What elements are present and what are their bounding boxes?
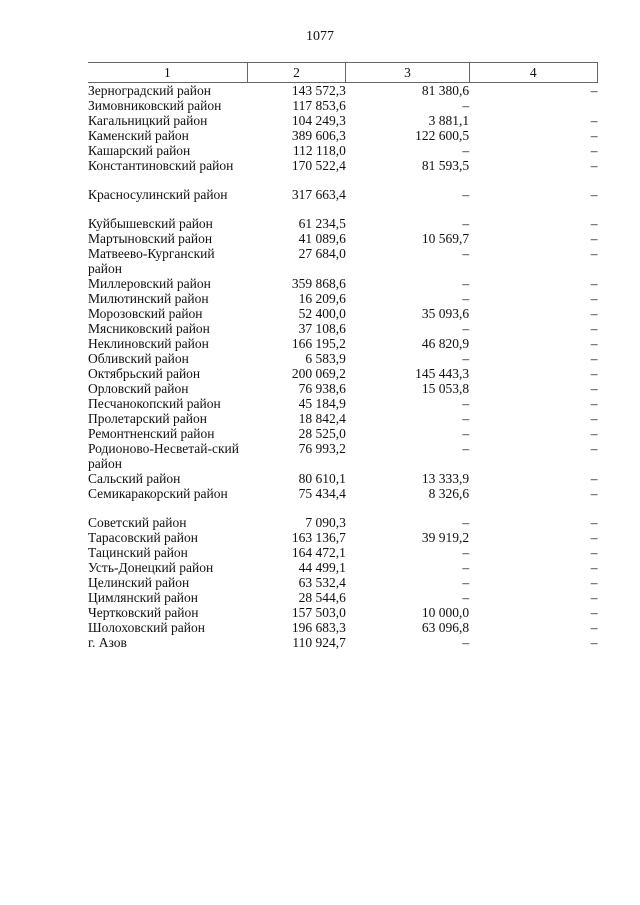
table-row (88, 471, 598, 486)
table-row (88, 530, 598, 545)
table-row (88, 620, 598, 635)
table-row (88, 351, 598, 366)
row-name-cell: Каменский район (88, 128, 189, 143)
row-col2-cell: 37 108,6 (298, 321, 346, 336)
row-col3-cell: – (462, 276, 470, 291)
row-name-cell: Матвеево-Курганский район (88, 246, 215, 276)
row-col4-cell: – (590, 486, 598, 501)
row-col2-cell: 6 583,9 (305, 351, 346, 366)
row-col4-cell: – (590, 291, 598, 306)
row-name-cell: Шолоховский район (88, 620, 205, 635)
row-name-cell: Ремонтненский район (88, 426, 215, 441)
row-col4-cell: – (590, 441, 598, 456)
row-name-cell: Тарасовский район (88, 530, 198, 545)
column-header-3: 3 (346, 63, 469, 83)
row-col2-cell: 200 069,2 (291, 366, 346, 381)
row-col3-cell: – (462, 98, 470, 113)
row-name-cell: Родионово-Несветай-ский район (88, 441, 240, 471)
row-col2-cell: 27 684,0 (298, 246, 346, 261)
row-name-cell: Морозовский район (88, 306, 203, 321)
row-col2-cell: 76 993,2 (298, 441, 346, 456)
row-col2-cell: 28 525,0 (298, 426, 346, 441)
row-name-cell: г. Азов (88, 635, 127, 650)
row-col3-cell: 46 820,9 (421, 336, 470, 351)
table-row (88, 605, 598, 620)
row-col3-cell: – (462, 545, 470, 560)
row-col4-cell: – (590, 128, 598, 143)
row-name-cell: Милютинский район (88, 291, 209, 306)
row-col4-cell: – (590, 231, 598, 246)
table-row (88, 83, 598, 99)
row-col4-cell: – (590, 83, 598, 98)
table-row (88, 143, 598, 158)
row-col4-cell: – (590, 187, 598, 202)
row-name-cell: Кагальницкий район (88, 113, 208, 128)
row-col2-cell: 52 400,0 (298, 306, 346, 321)
row-col2-cell: 41 089,6 (298, 231, 346, 246)
row-col2-cell: 76 938,6 (298, 381, 346, 396)
row-col4-cell: – (590, 321, 598, 336)
row-col2-cell: 196 683,3 (291, 620, 346, 635)
row-col2-cell: 104 249,3 (291, 113, 346, 128)
row-col4-cell: – (590, 143, 598, 158)
row-col4-cell: – (590, 351, 598, 366)
row-col3-cell: 10 000,0 (421, 605, 470, 620)
row-col4-cell: – (590, 426, 598, 441)
row-col3-cell: 15 053,8 (421, 381, 470, 396)
row-col2-cell: 389 606,3 (291, 128, 346, 143)
row-name-cell: Чертковский район (88, 605, 199, 620)
row-col4-cell: – (590, 246, 598, 261)
row-name-cell: Красносулинский район (88, 187, 228, 202)
row-col2-cell: 45 184,9 (298, 396, 346, 411)
row-col3-cell: 10 569,7 (421, 231, 470, 246)
column-header-2: 2 (247, 63, 346, 83)
table-row (88, 590, 598, 605)
table-row (88, 426, 598, 441)
row-col4-cell: – (590, 366, 598, 381)
table-row (88, 441, 598, 471)
row-col4-cell: – (590, 306, 598, 321)
table-row (88, 113, 598, 128)
table-row (88, 158, 598, 187)
table-row (88, 128, 598, 143)
row-col3-cell: 8 326,6 (428, 486, 470, 501)
row-col4-cell: – (590, 635, 598, 650)
table-row (88, 291, 598, 306)
row-col4-cell: – (590, 590, 598, 605)
row-col2-cell: 110 924,7 (292, 635, 346, 650)
row-col3-cell: 35 093,6 (421, 306, 470, 321)
row-col3-cell: – (462, 143, 470, 158)
table-row (88, 276, 598, 291)
row-col3-cell: – (462, 575, 470, 590)
row-name-cell: Неклиновский район (88, 336, 209, 351)
row-name-cell: Куйбышевский район (88, 216, 213, 231)
row-name-cell: Пролетарский район (88, 411, 207, 426)
row-col3-cell: – (462, 351, 470, 366)
row-col2-cell: 28 544,6 (298, 590, 346, 605)
row-col3-cell: – (462, 515, 470, 530)
table-row (88, 216, 598, 231)
row-col2-cell: 75 434,4 (298, 486, 346, 501)
row-col2-cell: 44 499,1 (298, 560, 346, 575)
row-col3-cell: – (462, 635, 470, 650)
table-row (88, 336, 598, 351)
row-col4-cell: – (590, 276, 598, 291)
row-col3-cell: 3 881,1 (428, 113, 470, 128)
row-col4-cell (469, 98, 597, 113)
row-col3-cell: 122 600,5 (415, 128, 470, 143)
column-header-4: 4 (469, 63, 597, 83)
row-col3-cell: 145 443,3 (415, 366, 470, 381)
row-col3-cell: – (462, 246, 470, 261)
row-col3-cell: 81 593,5 (421, 158, 470, 173)
table-row (88, 545, 598, 560)
row-col2-cell: 143 572,3 (291, 83, 346, 98)
row-name-cell: Усть-Донецкий район (88, 560, 214, 575)
row-col3-cell: – (462, 560, 470, 575)
row-col3-cell: 39 919,2 (421, 530, 470, 545)
table-row (88, 575, 598, 590)
table-row (88, 366, 598, 381)
row-col4-cell: – (590, 216, 598, 231)
table-row (88, 486, 598, 515)
row-col2-cell: 157 503,0 (291, 605, 346, 620)
row-col2-cell: 163 136,7 (291, 530, 346, 545)
row-col2-cell: 170 522,4 (291, 158, 346, 173)
row-col3-cell: – (462, 426, 470, 441)
row-col3-cell: – (462, 396, 470, 411)
row-col4-cell: – (590, 530, 598, 545)
row-col4-cell: – (590, 575, 598, 590)
row-col2-cell: 16 209,6 (298, 291, 346, 306)
table-row (88, 381, 598, 396)
table-row (88, 306, 598, 321)
table-row (88, 187, 598, 216)
row-name-cell: Зимовниковский район (88, 98, 222, 113)
row-col4-cell: – (590, 560, 598, 575)
table-row (88, 231, 598, 246)
row-col4-cell: – (590, 545, 598, 560)
table-row (88, 321, 598, 336)
row-name-cell: Обливский район (88, 351, 189, 366)
row-name-cell: Константиновский район (88, 158, 234, 173)
row-col3-cell: 13 333,9 (421, 471, 470, 486)
row-name-cell: Кашарский район (88, 143, 191, 158)
column-header-1: 1 (88, 63, 247, 83)
table-row (88, 411, 598, 426)
row-col4-cell: – (590, 411, 598, 426)
page-number: 1077 (306, 29, 334, 44)
row-name-cell: Орловский район (88, 381, 189, 396)
row-name-cell: Песчанокопский район (88, 396, 221, 411)
row-col3-cell: – (462, 216, 470, 231)
row-col3-cell: – (462, 590, 470, 605)
row-col4-cell: – (590, 620, 598, 635)
row-col2-cell: 18 842,4 (298, 411, 346, 426)
row-col4-cell: – (590, 396, 598, 411)
table-row (88, 635, 598, 650)
row-col2-cell: 80 610,1 (298, 471, 346, 486)
row-col2-cell: 7 090,3 (305, 515, 346, 530)
row-col4-cell: – (590, 605, 598, 620)
row-col4-cell: – (590, 515, 598, 530)
row-name-cell: Семикаракорский район (88, 486, 228, 501)
row-col3-cell: – (462, 321, 470, 336)
row-name-cell: Советский район (88, 515, 187, 530)
row-name-cell: Миллеровский район (88, 276, 211, 291)
row-name-cell: Сальский район (88, 471, 181, 486)
row-name-cell: Цимлянский район (88, 590, 199, 605)
row-col4-cell: – (590, 158, 598, 173)
table-row (88, 246, 598, 276)
row-col2-cell: 112 118,0 (292, 143, 346, 158)
table-header-row (88, 63, 598, 83)
row-name-cell: Мясниковский район (88, 321, 210, 336)
table-body (88, 83, 598, 651)
table-row (88, 560, 598, 575)
row-col3-cell: – (462, 187, 470, 202)
table-row (88, 98, 598, 113)
row-col3-cell: 81 380,6 (421, 83, 470, 98)
row-col2-cell: 317 663,4 (291, 187, 346, 202)
row-name-cell: Мартыновский район (88, 231, 213, 246)
budget-table (88, 62, 598, 650)
row-col4-cell: – (590, 113, 598, 128)
row-col2-cell: 359 868,6 (291, 276, 346, 291)
row-name-cell: Зерноградский район (88, 83, 211, 98)
row-col3-cell: 63 096,8 (421, 620, 470, 635)
row-col4-cell: – (590, 471, 598, 486)
row-col3-cell: – (462, 411, 470, 426)
row-col2-cell: 166 195,2 (291, 336, 346, 351)
row-col3-cell: – (462, 441, 470, 456)
row-col4-cell: – (590, 381, 598, 396)
row-col3-cell: – (462, 291, 470, 306)
row-col4-cell: – (590, 336, 598, 351)
table-row (88, 515, 598, 530)
row-col2-cell: 117 853,6 (292, 98, 346, 113)
row-col2-cell: 63 532,4 (298, 575, 346, 590)
row-col2-cell: 61 234,5 (298, 216, 346, 231)
row-name-cell: Октябрьский район (88, 366, 201, 381)
row-name-cell: Целинский район (88, 575, 190, 590)
row-col2-cell: 164 472,1 (291, 545, 346, 560)
table-row (88, 396, 598, 411)
row-name-cell: Тацинский район (88, 545, 188, 560)
